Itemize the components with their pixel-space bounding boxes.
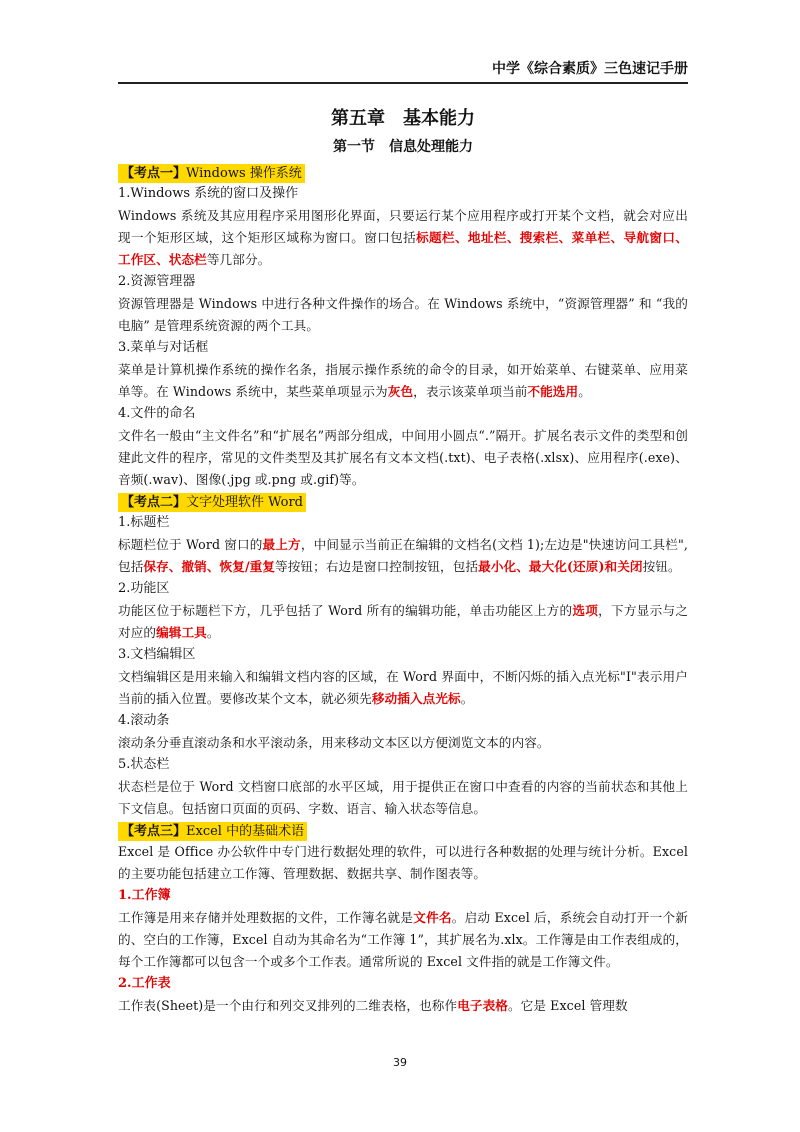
section-title: 第一节 信息处理能力 xyxy=(333,139,473,155)
page-content xyxy=(118,100,688,1017)
subheading: 3.文档编辑区 xyxy=(118,647,196,662)
key-point-2 xyxy=(118,491,688,820)
subheading: 1.工作簿 xyxy=(118,888,171,903)
paragraph: 文档编辑区是用来输入和编辑文档内容的区域，在 Word 界面中，不断闪烁的插入点光标"I"表示用户当前的插入位置。要修改某个文本，就必须先移动插入点光标。 xyxy=(118,669,688,706)
key-point-tag: 【考点二】文字处理软件 Word xyxy=(118,493,306,512)
subheading: 2.工作表 xyxy=(118,976,171,991)
key-point-3 xyxy=(118,820,688,1017)
paragraph: 菜单是计算机操作系统的操作名条，指展示操作系统的命令的目录，如开始菜单、右键菜单、应用菜单等。在 Windows 系统中，某些菜单项显示为灰色，表示该菜单项当前不能选用。 xyxy=(118,362,688,399)
subheading: 2.功能区 xyxy=(118,581,170,596)
paragraph: 工作簿是用来存储并处理数据的文件，工作簿名就是文件名。启动 Excel 后，系统会自动打开一个新的、空白的工作簿，Excel 自动为其命名为“工作簿 1”，其扩展名为.xlx。工作簿是由工作表组成的，每个工作簿都可以包含一个或多个工作表。通常所说的 Excel 文件指的就是工作簿文件。 xyxy=(118,910,688,969)
paragraph: 状态栏是位于 Word 文档窗口底部的水平区域，用于提供正在窗口中查看的内容的当前状态和其他上下文信息。包括窗口页面的页码、字数、语言、输入状态等信息。 xyxy=(118,779,688,816)
paragraph: 工作表(Sheet)是一个由行和列交叉排列的二维表格，也称作电子表格。它是 Excel 管理数 xyxy=(118,998,628,1013)
subheading: 1.标题栏 xyxy=(118,515,170,530)
paragraph: 文件名一般由“主文件名”和“扩展名”两部分组成，中间用小圆点“.”隔开。扩展名表示文件的类型和创建此文件的程序，常见的文件类型及其扩展名有文本文档(.txt)、电子表格(.xlsx)、应用程序(.exe)、音频(.wav)、图像(.jpg 或.png 或.gif)等。 xyxy=(118,428,688,487)
page-header xyxy=(118,52,688,84)
subheading: 5.状态栏 xyxy=(118,757,170,772)
paragraph: 标题栏位于 Word 窗口的最上方，中间显示当前正在编辑的文档名(文档 1);左边是"快速访问工具栏",包括保存、撤销、恢复/重复等按钮；右边是窗口控制按钮，包括最小化、最大化(还原)和关闭按钮。 xyxy=(118,537,688,574)
paragraph: Windows 系统及其应用程序采用图形化界面，只要运行某个应用程序或打开某个文档，就会对应出现一个矩形区域，这个矩形区域称为窗口。窗口包括标题栏、地址栏、搜索栏、菜单栏、导航窗口、工作区、状态栏等几部分。 xyxy=(118,208,688,267)
key-point-tag: 【考点三】Excel 中的基础术语 xyxy=(118,822,307,841)
paragraph: 滚动条分垂直滚动条和水平滚动条，用来移动文本区以方便浏览文本的内容。 xyxy=(118,735,550,750)
subheading: 4.文件的命名 xyxy=(118,406,196,421)
header-title: 中学《综合素质》三色速记手册 xyxy=(492,61,688,77)
subheading: 3.菜单与对话框 xyxy=(118,340,209,355)
page-number: 39 xyxy=(393,1056,407,1069)
paragraph: 资源管理器是 Windows 中进行各种文件操作的场合。在 Windows 系统中，“资源管理器” 和 “我的电脑” 是管理系统资源的两个工具。 xyxy=(118,296,688,333)
key-point-tag: 【考点一】Windows 操作系统 xyxy=(118,164,305,183)
subheading: 2.资源管理器 xyxy=(118,274,196,289)
paragraph: Excel 是 Office 办公软件中专门进行数据处理的软件，可以进行各种数据的处理与统计分析。Excel 的主要功能包括建立工作簿、管理数据、数据共享、制作图表等。 xyxy=(118,844,688,881)
key-point-1 xyxy=(118,162,688,491)
paragraph: 功能区位于标题栏下方，几乎包括了 Word 所有的编辑功能，单击功能区上方的选项，下方显示与之对应的编辑工具。 xyxy=(118,603,689,640)
chapter-title: 第五章 基本能力 xyxy=(331,108,475,129)
subheading: 1.Windows 系统的窗口及操作 xyxy=(118,186,299,201)
subheading: 4.滚动条 xyxy=(118,713,170,728)
